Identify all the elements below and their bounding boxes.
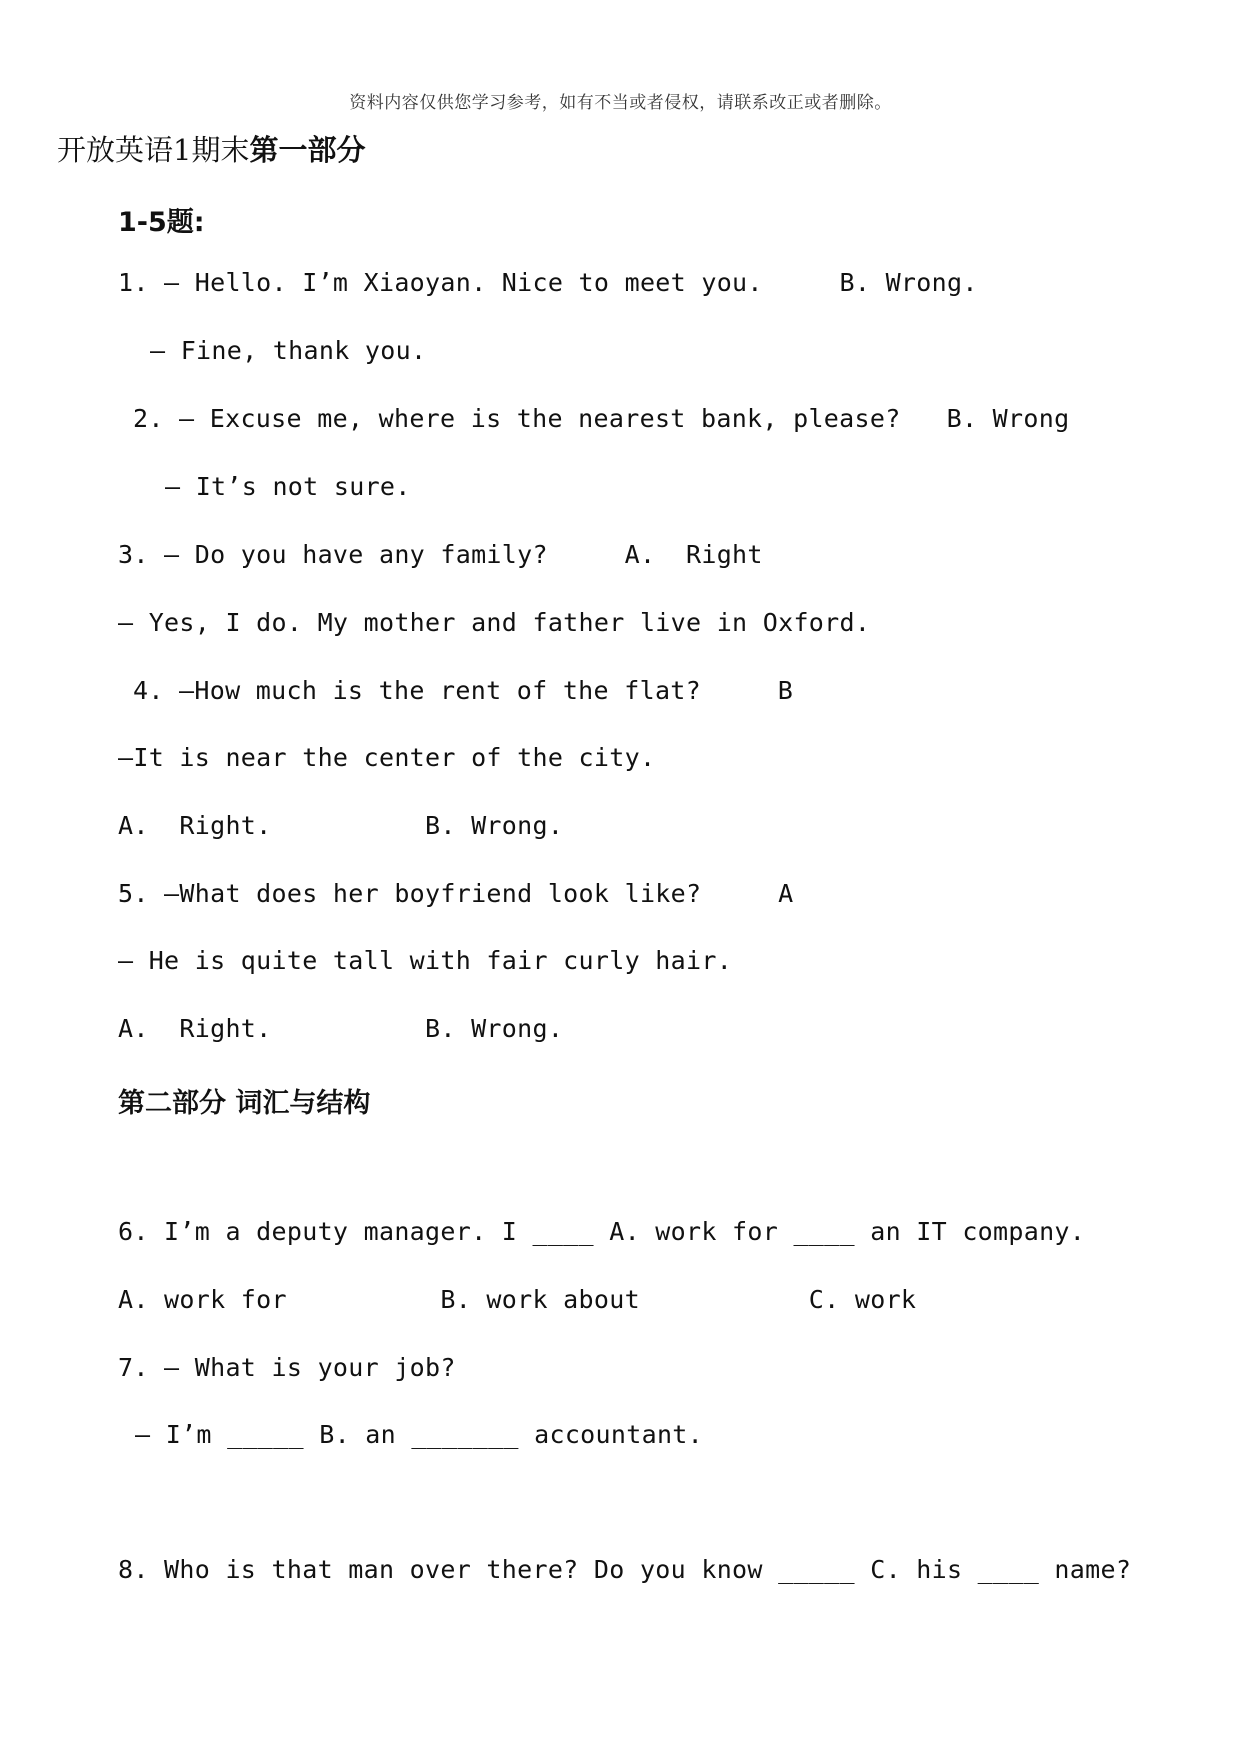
page-title [57, 128, 365, 169]
question-8-line-1: 8. Who is that man over there? Do you know _____ C. his ____ name? [118, 1555, 1132, 1584]
copyright-notice: 资料内容仅供您学习参考，如有不当或者侵权，请联系改正或者删除。 [349, 93, 892, 113]
question-7-line-2: — I’m _____ B. an _______ accountant. [135, 1420, 703, 1449]
question-6-line-1: 6. I’m a deputy manager. I ____ A. work for ____ an IT company. [118, 1217, 1086, 1246]
question-3-line-2: — Yes, I do. My mother and father live in Oxford. [118, 608, 871, 637]
question-7-line-1: 7. — What is your job? [118, 1353, 456, 1382]
title-prefix: 开放英语1期末 [57, 133, 250, 167]
question-1-line-2: — Fine, thank you. [150, 336, 427, 365]
question-2-line-1: 2. — Excuse me, where is the nearest bank, please? B. Wrong [133, 404, 1070, 433]
section2-heading: 第二部分 词汇与结构 [118, 1088, 371, 1119]
question-4-line-2: —It is near the center of the city. [118, 743, 656, 772]
question-3-line-1: 3. — Do you have any family? A. Right [118, 540, 763, 569]
question-5-options: A. Right. B. Wrong. [118, 1014, 564, 1043]
question-4-line-1: 4. —How much is the rent of the flat? B [133, 676, 794, 705]
question-1-line-1: 1. — Hello. I’m Xiaoyan. Nice to meet you. B. Wrong. [118, 268, 978, 297]
question-4-options: A. Right. B. Wrong. [118, 811, 564, 840]
question-2-line-2: — It’s not sure. [165, 472, 411, 501]
question-6-options: A. work for B. work about C. work [118, 1285, 917, 1314]
title-part-label: 第一部分 [249, 133, 366, 167]
question-5-line-1: 5. —What does her boyfriend look like? A [118, 879, 794, 908]
question-5-line-2: — He is quite tall with fair curly hair. [118, 946, 733, 975]
section1-heading: 1-5题: [118, 207, 205, 238]
